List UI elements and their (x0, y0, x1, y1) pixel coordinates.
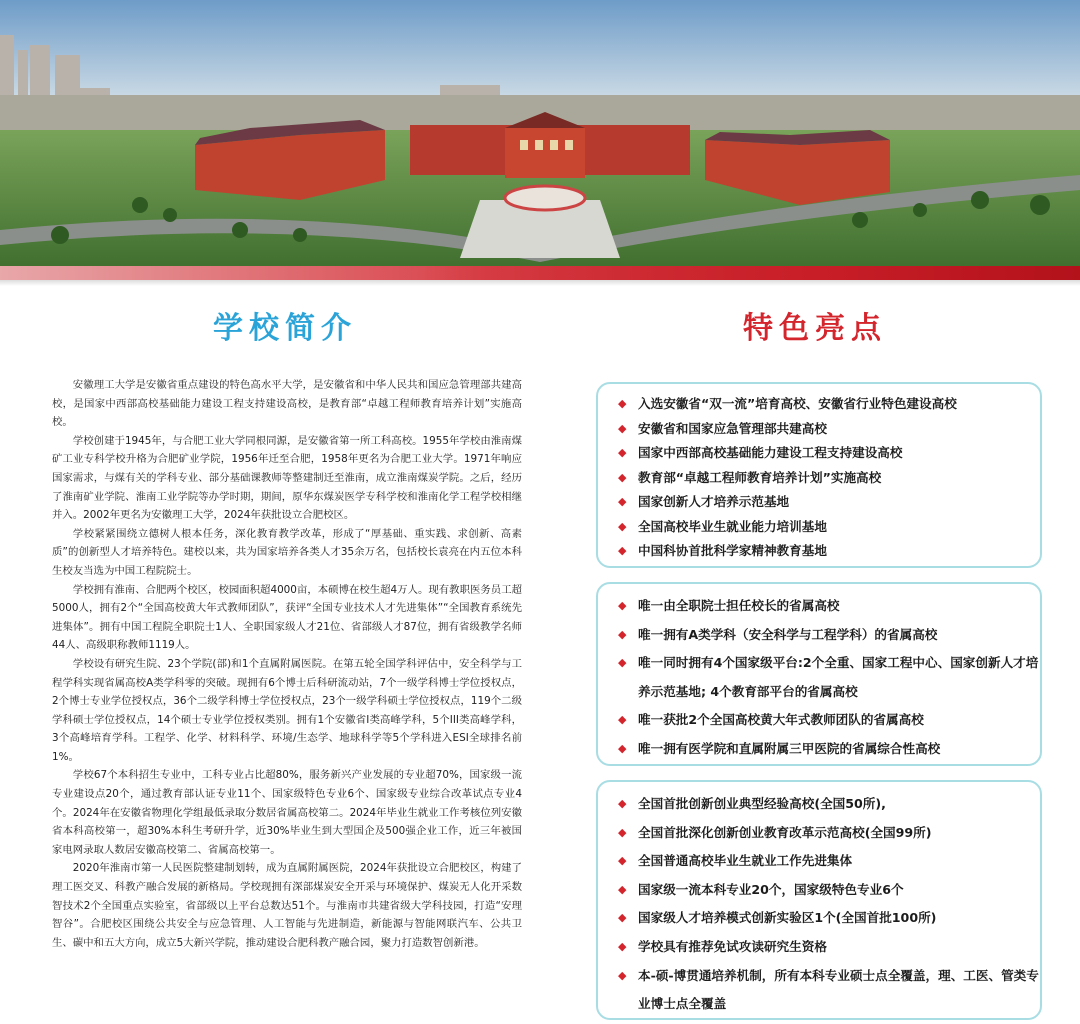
features-heading: 特色亮点 (743, 311, 887, 346)
diamond-icon: ◆ (618, 854, 627, 868)
diamond-icon: ◆ (618, 939, 627, 953)
diamond-icon: ◆ (618, 741, 627, 755)
feature-item: ◆ 全国首批深化创新创业教育改革示范高校(全国99所) (618, 819, 1040, 848)
feature-box-2 (596, 582, 1042, 766)
diamond-icon: ◆ (618, 713, 627, 727)
feature-item: ◆ 唯一获批2个全国高校黄大年式教师团队的省属高校 (618, 706, 1040, 735)
intro-paragraph: 学校67个本科招生专业中，工科专业占比超80%，服务新兴产业发展的专业超70%，国家级一流专业建设点20个，通过教育部认证专业11个、国家级特色专业6个、国家级专业综合改革试点专业4个。2024年在安徽省物理化学组最低录取分数居省属高校第二。2024年毕业生就业工作考核位列安徽省本科高校第一，超30%本科生考研升学，近30%毕业生到大型国企及500强企业工作，近三年被国家电网录取人数居安徽高校第二、省属高校第一。 (52, 769, 522, 856)
feature-item: ◆ 国家级人才培养模式创新实验区1个(全国首批100所) (618, 904, 1040, 933)
feature-item: ◆ 国家级一流本科专业20个，国家级特色专业6个 (618, 876, 1040, 905)
feature-item: ◆ 国家中西部高校基础能力建设工程支持建设高校 (618, 441, 1040, 466)
diamond-icon: ◆ (618, 882, 627, 896)
diamond-icon: ◆ (618, 495, 627, 508)
feature-item: ◆ 唯一拥有医学院和直属附属三甲医院的省属综合性高校 (618, 735, 1040, 764)
diamond-icon: ◆ (618, 797, 627, 810)
feature-item: ◆ 国家创新人才培养示范基地 (618, 490, 1040, 515)
diamond-icon: ◆ (618, 544, 627, 557)
feature-item: ◆ 全国普通高校毕业生就业工作先进集体 (618, 847, 1040, 876)
campus-illustration (0, 0, 1080, 270)
feature-item: ◆ 唯一由全职院士担任校长的省属高校 (618, 592, 1040, 621)
intro-paragraph: 学校拥有淮南、合肥两个校区，校园面积超4000亩，本硕博在校生超4万人。现有教职医务员工超5000人，拥有2个“全国高校黄大年式教师团队”，获评“全国专业技术人才先进集体”“全国教育系统先进集体”。拥有中国工程院全职院士1人、全职国家级人才21位、省部级人才87位，拥有省级教学名师44人、高级职称教师1119人。 (52, 583, 522, 652)
diamond-icon: ◆ (618, 911, 627, 925)
feature-item: ◆ 学校具有推荐免试攻读研究生资格 (618, 933, 1040, 962)
diamond-icon: ◆ (618, 627, 627, 641)
diamond-icon: ◆ (618, 825, 627, 839)
feature-item: ◆ 入选安徽省“双一流”培育高校、安徽省行业特色建设高校 (618, 392, 1040, 417)
intro-heading: 学校简介 (213, 311, 357, 346)
feature-item: ◆ 本-硕-博贯通培养机制，所有本科专业硕士点全覆盖，理、工医、管类专业博士点全覆盖 (618, 962, 1040, 1019)
accent-strip (0, 266, 1080, 280)
diamond-icon: ◆ (618, 656, 627, 670)
feature-item: ◆ 唯一同时拥有4个国家级平台:2个全重、国家工程中心、国家创新人才培养示范基地; 4个教育部平台的省属高校 (618, 649, 1040, 706)
intro-paragraph: 学校设有研究生院、23个学院(部)和1个直属附属医院。在第五轮全国学科评估中，安全科学与工程学科实现省属高校A类学科零的突破。现拥有6个博士后科研流动站，7个一级学科博士学位授权点，2个博士专业学位授权点，36个二级学科博士学位授权点，23个一级学科硕士学位授权点，119个二级学科硕士学位授权点，14个硕士专业学位授权类别。拥有1个安徽省I类高峰学科，5个III类高峰学科，3个高峰培育学科。工程学、化学、材料科学、环境/生态学、地球科学等5个学科进入ESI全球排名前1%。 (52, 657, 522, 763)
feature-box-1 (596, 382, 1042, 568)
diamond-icon: ◆ (618, 397, 627, 410)
diamond-icon: ◆ (618, 446, 627, 459)
feature-item: ◆ 安徽省和国家应急管理部共建高校 (618, 417, 1040, 442)
intro-paragraph: 安徽理工大学是安徽省重点建设的特色高水平大学，是安徽省和中华人民共和国应急管理部共建高校，是国家中西部高校基础能力建设工程支持建设高校，是教育部“卓越工程师教育培养计划”实施高校。 (52, 379, 522, 429)
feature-item: ◆ 全国首批创新创业典型经验高校(全国50所), (618, 790, 1040, 819)
diamond-icon: ◆ (618, 968, 627, 982)
diamond-icon: ◆ (618, 519, 627, 533)
feature-item: ◆ 唯一拥有A类学科（安全科学与工程学科）的省属高校 (618, 621, 1040, 650)
feature-item: ◆ 教育部“卓越工程师教育培养计划”实施高校 (618, 466, 1040, 491)
diamond-icon: ◆ (618, 470, 627, 484)
diamond-icon: ◆ (618, 421, 627, 435)
feature-item: ◆ 全国高校毕业生就业能力培训基地 (618, 515, 1040, 540)
feature-item: ◆ 中国科协首批科学家精神教育基地 (618, 539, 1040, 564)
diamond-icon: ◆ (618, 599, 627, 612)
intro-paragraph: 2020年淮南市第一人民医院整建制划转，成为直属附属医院，2024年获批设立合肥校区，构建了理工医交叉、科教产融合发展的新格局。学校现拥有深部煤炭安全开采与环境保护、煤炭无人化开采数智技术2个全国重点实验室，省部级以上平台总数达51个。与淮南市共建省级大学科技园，打造“安理智谷”。合肥校区围绕公共安全与应急管理、人工智能与先进制造，新能源与智能网联汽车、公共卫生、碳中和五大方向，成立5大新兴学院，推动建设合肥科教产融合园，聚力打造数智创新港。 (52, 862, 522, 949)
campus-aerial-photo (0, 0, 1080, 270)
intro-paragraph: 学校紧紧围绕立德树人根本任务，深化教育教学改革，形成了“厚基础、重实践、求创新、高素质”的创新型人才培养特色。建校以来，共为国家培养各类人才35余万名，包括校长袁亮在内五位本科生校友当选为中国工程院院士。 (52, 527, 522, 577)
intro-paragraph: 学校创建于1945年，与合肥工业大学同根同源，是安徽省第一所工科高校。1955年学校由淮南煤矿工业专科学校升格为合肥矿业学院，1956年迁至合肥，1958年更名为合肥工业大学。1971年响应国家需求，与煤有关的学科专业、部分基础课教师等整建制迁至淮南，成立淮南煤炭学院。之后，经历了淮南矿业学院、淮南工业学院等办学时期，期间，原华东煤炭医学专科学校和淮南化学工程学校相继并入。2002年更名为安徽理工大学，2024年获批设立合肥校区。 (52, 434, 522, 522)
feature-box-3 (596, 780, 1042, 1020)
intro-text (52, 376, 522, 952)
strip-shadow (0, 280, 1080, 286)
